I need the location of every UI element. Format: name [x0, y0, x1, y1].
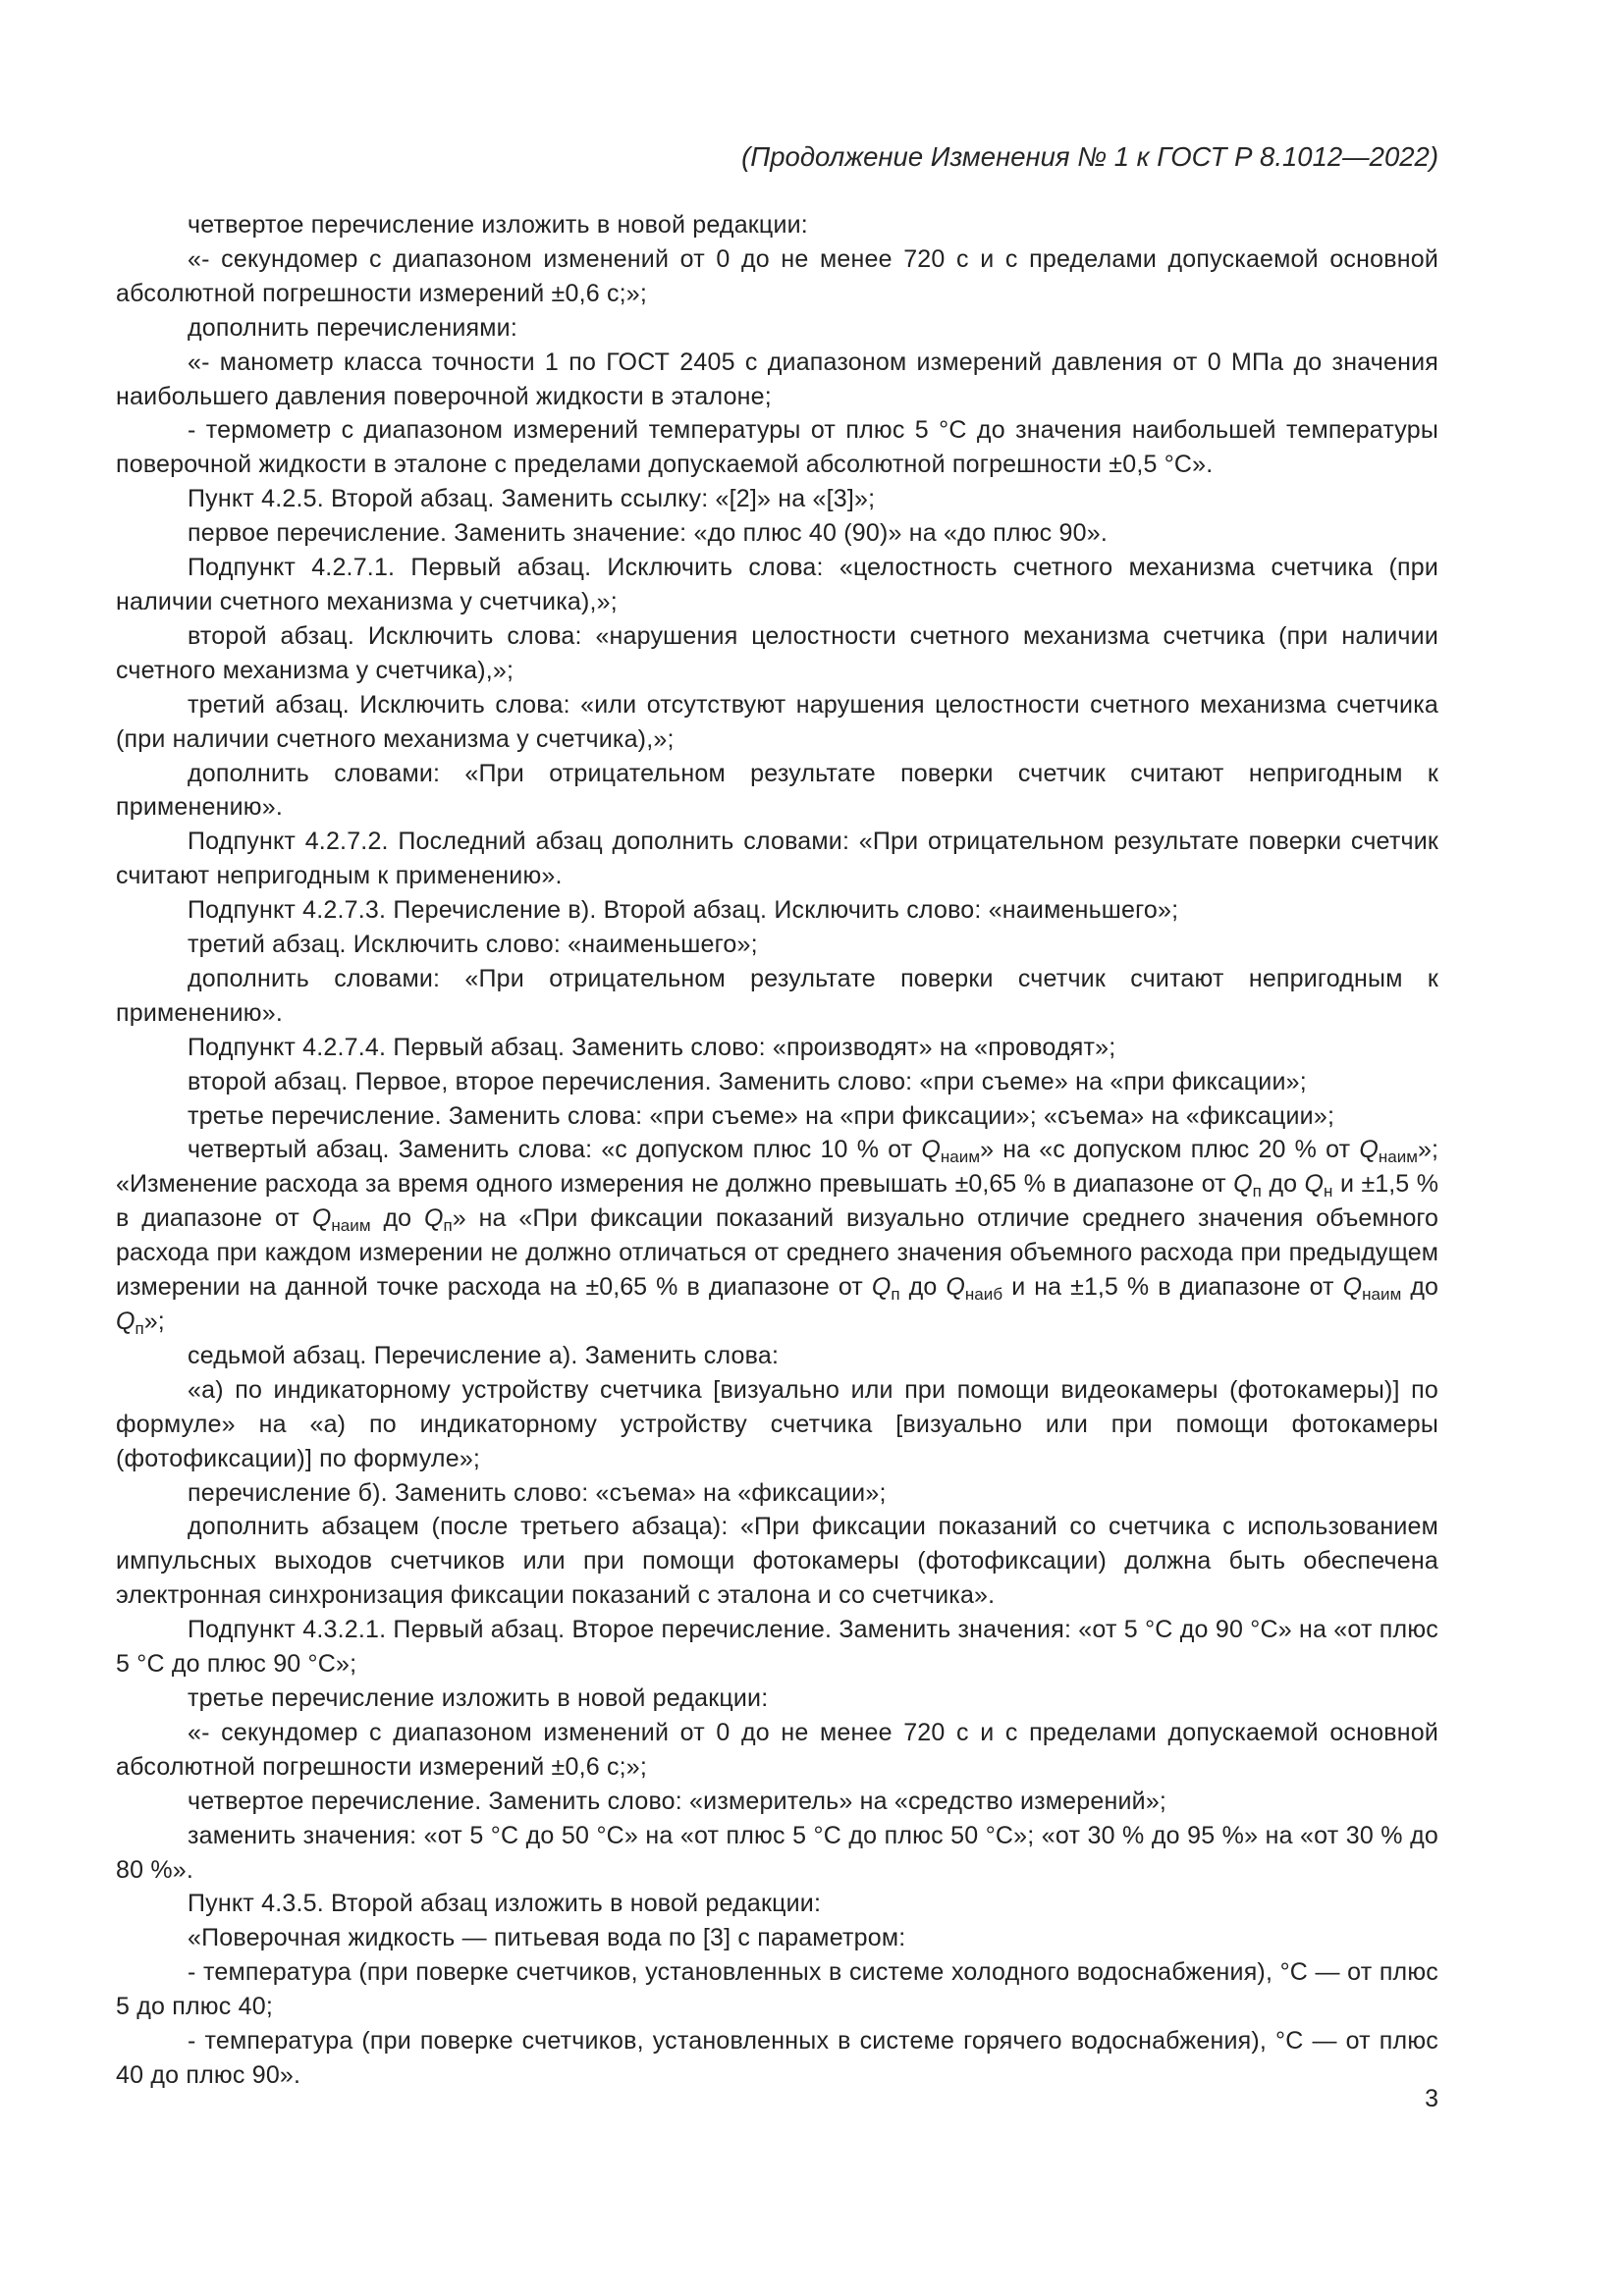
- subscript-text: наим: [1378, 1148, 1419, 1167]
- paragraph-text: Пункт 4.3.5. Второй абзац изложить в новой редакции:: [188, 1890, 822, 1918]
- paragraph-text: до: [1261, 1170, 1305, 1199]
- paragraph-text: дополнить абзацем (после третьего абзаца): «При фиксации показаний со счетчика с использованием импульсных выходов счетчиков или при помощи фотокамеры (фотофиксации) должна быть обеспечена электронная синхронизация фиксации показаний с эталона и со счетчика».: [116, 1513, 1438, 1610]
- subscript-text: н: [1324, 1182, 1333, 1201]
- paragraph-text: Подпункт 4.3.2.1. Первый абзац. Второе перечисление. Заменить значения: «от 5 °С до 90 °С» на «от плюс 5 °С до плюс 90 °С»;: [116, 1616, 1438, 1679]
- flow-symbol: Q: [424, 1204, 444, 1233]
- paragraph: [116, 346, 1438, 414]
- subscript-text: наим: [331, 1216, 371, 1236]
- paragraph: [116, 619, 1438, 688]
- paragraph-text: до: [1401, 1273, 1438, 1302]
- paragraph: [116, 1887, 1438, 1921]
- paragraph: [116, 1133, 1438, 1338]
- paragraph-text: второй абзац. Исключить слова: «нарушения целостности счетного механизма счетчика (при наличии счетного механизма у счетчика),»;: [116, 621, 1438, 684]
- paragraph-text: третье перечисление изложить в новой редакции:: [188, 1683, 769, 1712]
- paragraph-text: » на «с допуском плюс 20 % от: [980, 1136, 1360, 1164]
- paragraph: [116, 1476, 1438, 1511]
- paragraph-text: «- манометр класса точности 1 по ГОСТ 2405 с диапазоном измерений давления от 0 МПа до значения наибольшего давления поверочной жидкости в эталоне;: [116, 347, 1438, 410]
- flow-symbol: Q: [1342, 1273, 1363, 1302]
- paragraph-text: третье перечисление. Заменить слова: «при съеме» на «при фиксации»; «съема» на «фиксации»;: [188, 1101, 1335, 1130]
- paragraph: [116, 962, 1438, 1031]
- flow-symbol: Q: [1359, 1136, 1379, 1164]
- subscript-text: п: [443, 1216, 453, 1236]
- paragraph: [116, 482, 1438, 516]
- paragraph-text: и ±1,5 % в диапазоне от: [116, 1170, 1438, 1233]
- document-body: [116, 208, 1438, 2093]
- paragraph: [116, 757, 1438, 826]
- paragraph: [116, 1339, 1438, 1373]
- page-number: 3: [1425, 2085, 1438, 2112]
- paragraph: [116, 1373, 1438, 1476]
- paragraph-text: и на ±1,5 % в диапазоне от: [1002, 1273, 1343, 1302]
- paragraph: [116, 825, 1438, 893]
- paragraph-text: седьмой абзац. Перечисление а). Заменить слова:: [188, 1341, 780, 1369]
- paragraph-text: дополнить перечислениями:: [188, 313, 517, 342]
- paragraph-text: до: [899, 1273, 947, 1302]
- subscript-text: п: [135, 1319, 144, 1338]
- paragraph: [116, 1819, 1438, 1888]
- paragraph-text: - температура (при поверке счетчиков, установленных в системе горячего водоснабжения), °С — от плюс 40 до плюс 90».: [116, 2027, 1438, 2089]
- paragraph: [116, 208, 1438, 242]
- paragraph-text: «а) по индикаторному устройству счетчика [визуально или при помощи видеокамеры (фотокамеры)] по формуле» на «а) по индикаторному устройству счетчика [визуально или при помощи фотокамеры (фотофиксации)] по формуле»;: [116, 1375, 1438, 1472]
- paragraph-text: четвертое перечисление изложить в новой редакции:: [188, 211, 808, 239]
- flow-symbol: Q: [871, 1273, 892, 1302]
- flow-symbol: Q: [311, 1204, 332, 1233]
- paragraph: [116, 688, 1438, 757]
- paragraph: [116, 1785, 1438, 1819]
- paragraph-text: четвертое перечисление. Заменить слово: «измеритель» на «средство измерений»;: [188, 1787, 1167, 1815]
- paragraph-text: » на «При фиксации показаний визуально отличие среднего значения объемного расхода при каждом измерении не должно отличаться от среднего значения объемного расхода при предыдущем измерении на данной точке расхода на ±0,65 % в диапазоне от: [116, 1204, 1438, 1302]
- paragraph: [116, 1682, 1438, 1716]
- paragraph-text: Подпункт 4.2.7.4. Первый абзац. Заменить слово: «производят» на «проводят»;: [188, 1033, 1116, 1061]
- subscript-text: наим: [1362, 1285, 1402, 1305]
- paragraph: [116, 311, 1438, 346]
- paragraph: [116, 893, 1438, 928]
- flow-symbol: Q: [1233, 1170, 1253, 1199]
- paragraph-text: дополнить словами: «При отрицательном результате поверки счетчик считают непригодным к применению».: [116, 759, 1438, 822]
- paragraph-text: третий абзац. Исключить слова: «или отсутствуют нарушения целостности счетного механизма счетчика (при наличии счетного механизма у счетчика),»;: [116, 690, 1438, 753]
- paragraph: [116, 551, 1438, 619]
- paragraph-text: дополнить словами: «При отрицательном результате поверки счетчик считают непригодным к применению».: [116, 964, 1438, 1027]
- paragraph: [116, 413, 1438, 482]
- paragraph: [116, 242, 1438, 311]
- subscript-text: п: [1252, 1182, 1262, 1201]
- paragraph-text: Подпункт 4.2.7.1. Первый абзац. Исключить слова: «целостность счетного механизма счетчика (при наличии счетного механизма у счетчика),»;: [116, 554, 1438, 615]
- paragraph-text: Пункт 4.2.5. Второй абзац. Заменить ссылку: «[2]» на «[3]»;: [188, 485, 876, 513]
- subscript-text: наим: [940, 1148, 981, 1167]
- paragraph: [116, 1065, 1438, 1099]
- paragraph-text: - термометр с диапазоном измерений температуры от плюс 5 °С до значения наибольшей температуры поверочной жидкости в эталоне с пределами допускаемой абсолютной погрешности ±0,5 °С».: [116, 416, 1438, 479]
- paragraph-text: Подпункт 4.2.7.3. Перечисление в). Второй абзац. Исключить слово: «наименьшего»;: [188, 896, 1179, 925]
- flow-symbol: Q: [946, 1273, 965, 1302]
- paragraph: [116, 928, 1438, 962]
- paragraph: [116, 1955, 1438, 2024]
- paragraph: [116, 1510, 1438, 1613]
- paragraph: [116, 1613, 1438, 1682]
- paragraph-text: »;: [143, 1308, 165, 1335]
- flow-symbol: Q: [116, 1308, 135, 1335]
- paragraph-text: »; «Изменение расхода за время одного измерения не должно превышать ±0,65 % в диапазоне от: [116, 1136, 1438, 1199]
- paragraph-text: заменить значения: «от 5 °С до 50 °С» на «от плюс 5 °С до плюс 50 °С»; «от 30 % до 95 %» на «от 30 % до 80 %».: [116, 1821, 1438, 1884]
- paragraph-text: - температура (при поверке счетчиков, установленных в системе холодного водоснабжения), °С — от плюс 5 до плюс 40;: [116, 1958, 1438, 2021]
- flow-symbol: Q: [1304, 1170, 1325, 1199]
- paragraph-text: четвертый абзац. Заменить слова: «с допуском плюс 10 % от: [188, 1136, 922, 1164]
- paragraph: [116, 1099, 1438, 1134]
- paragraph: [116, 1716, 1438, 1785]
- paragraph-text: «Поверочная жидкость — питьевая вода по [3] с параметром:: [188, 1924, 906, 1952]
- paragraph-text: третий абзац. Исключить слово: «наименьшего»;: [188, 931, 758, 959]
- paragraph: [116, 1031, 1438, 1065]
- paragraph: [116, 516, 1438, 551]
- paragraph-text: Подпункт 4.2.7.2. Последний абзац дополнить словами: «При отрицательном результате поверки счетчик считают непригодным к применению».: [116, 828, 1438, 890]
- subscript-text: наиб: [964, 1285, 1003, 1305]
- paragraph-text: второй абзац. Первое, второе перечисления. Заменить слово: «при съеме» на «при фиксации»;: [188, 1067, 1307, 1095]
- flow-symbol: Q: [921, 1136, 941, 1164]
- paragraph-text: «- секундомер с диапазоном изменений от 0 до не менее 720 с и с пределами допускаемой основной абсолютной погрешности измерений ±0,6 с;»;: [116, 244, 1438, 307]
- continuation-header: (Продолжение Изменения № 1 к ГОСТ Р 8.1012—2022): [741, 141, 1438, 172]
- paragraph-text: «- секундомер с диапазоном изменений от 0 до не менее 720 с и с пределами допускаемой основной абсолютной погрешности измерений ±0,6 с;»;: [116, 1718, 1438, 1781]
- paragraph-text: первое перечисление. Заменить значение: «до плюс 40 (90)» на «до плюс 90».: [188, 519, 1108, 548]
- paragraph-text: перечисление б). Заменить слово: «съема» на «фиксации»;: [188, 1478, 887, 1507]
- subscript-text: п: [891, 1285, 900, 1305]
- paragraph: [116, 1921, 1438, 1955]
- paragraph-text: до: [370, 1204, 425, 1233]
